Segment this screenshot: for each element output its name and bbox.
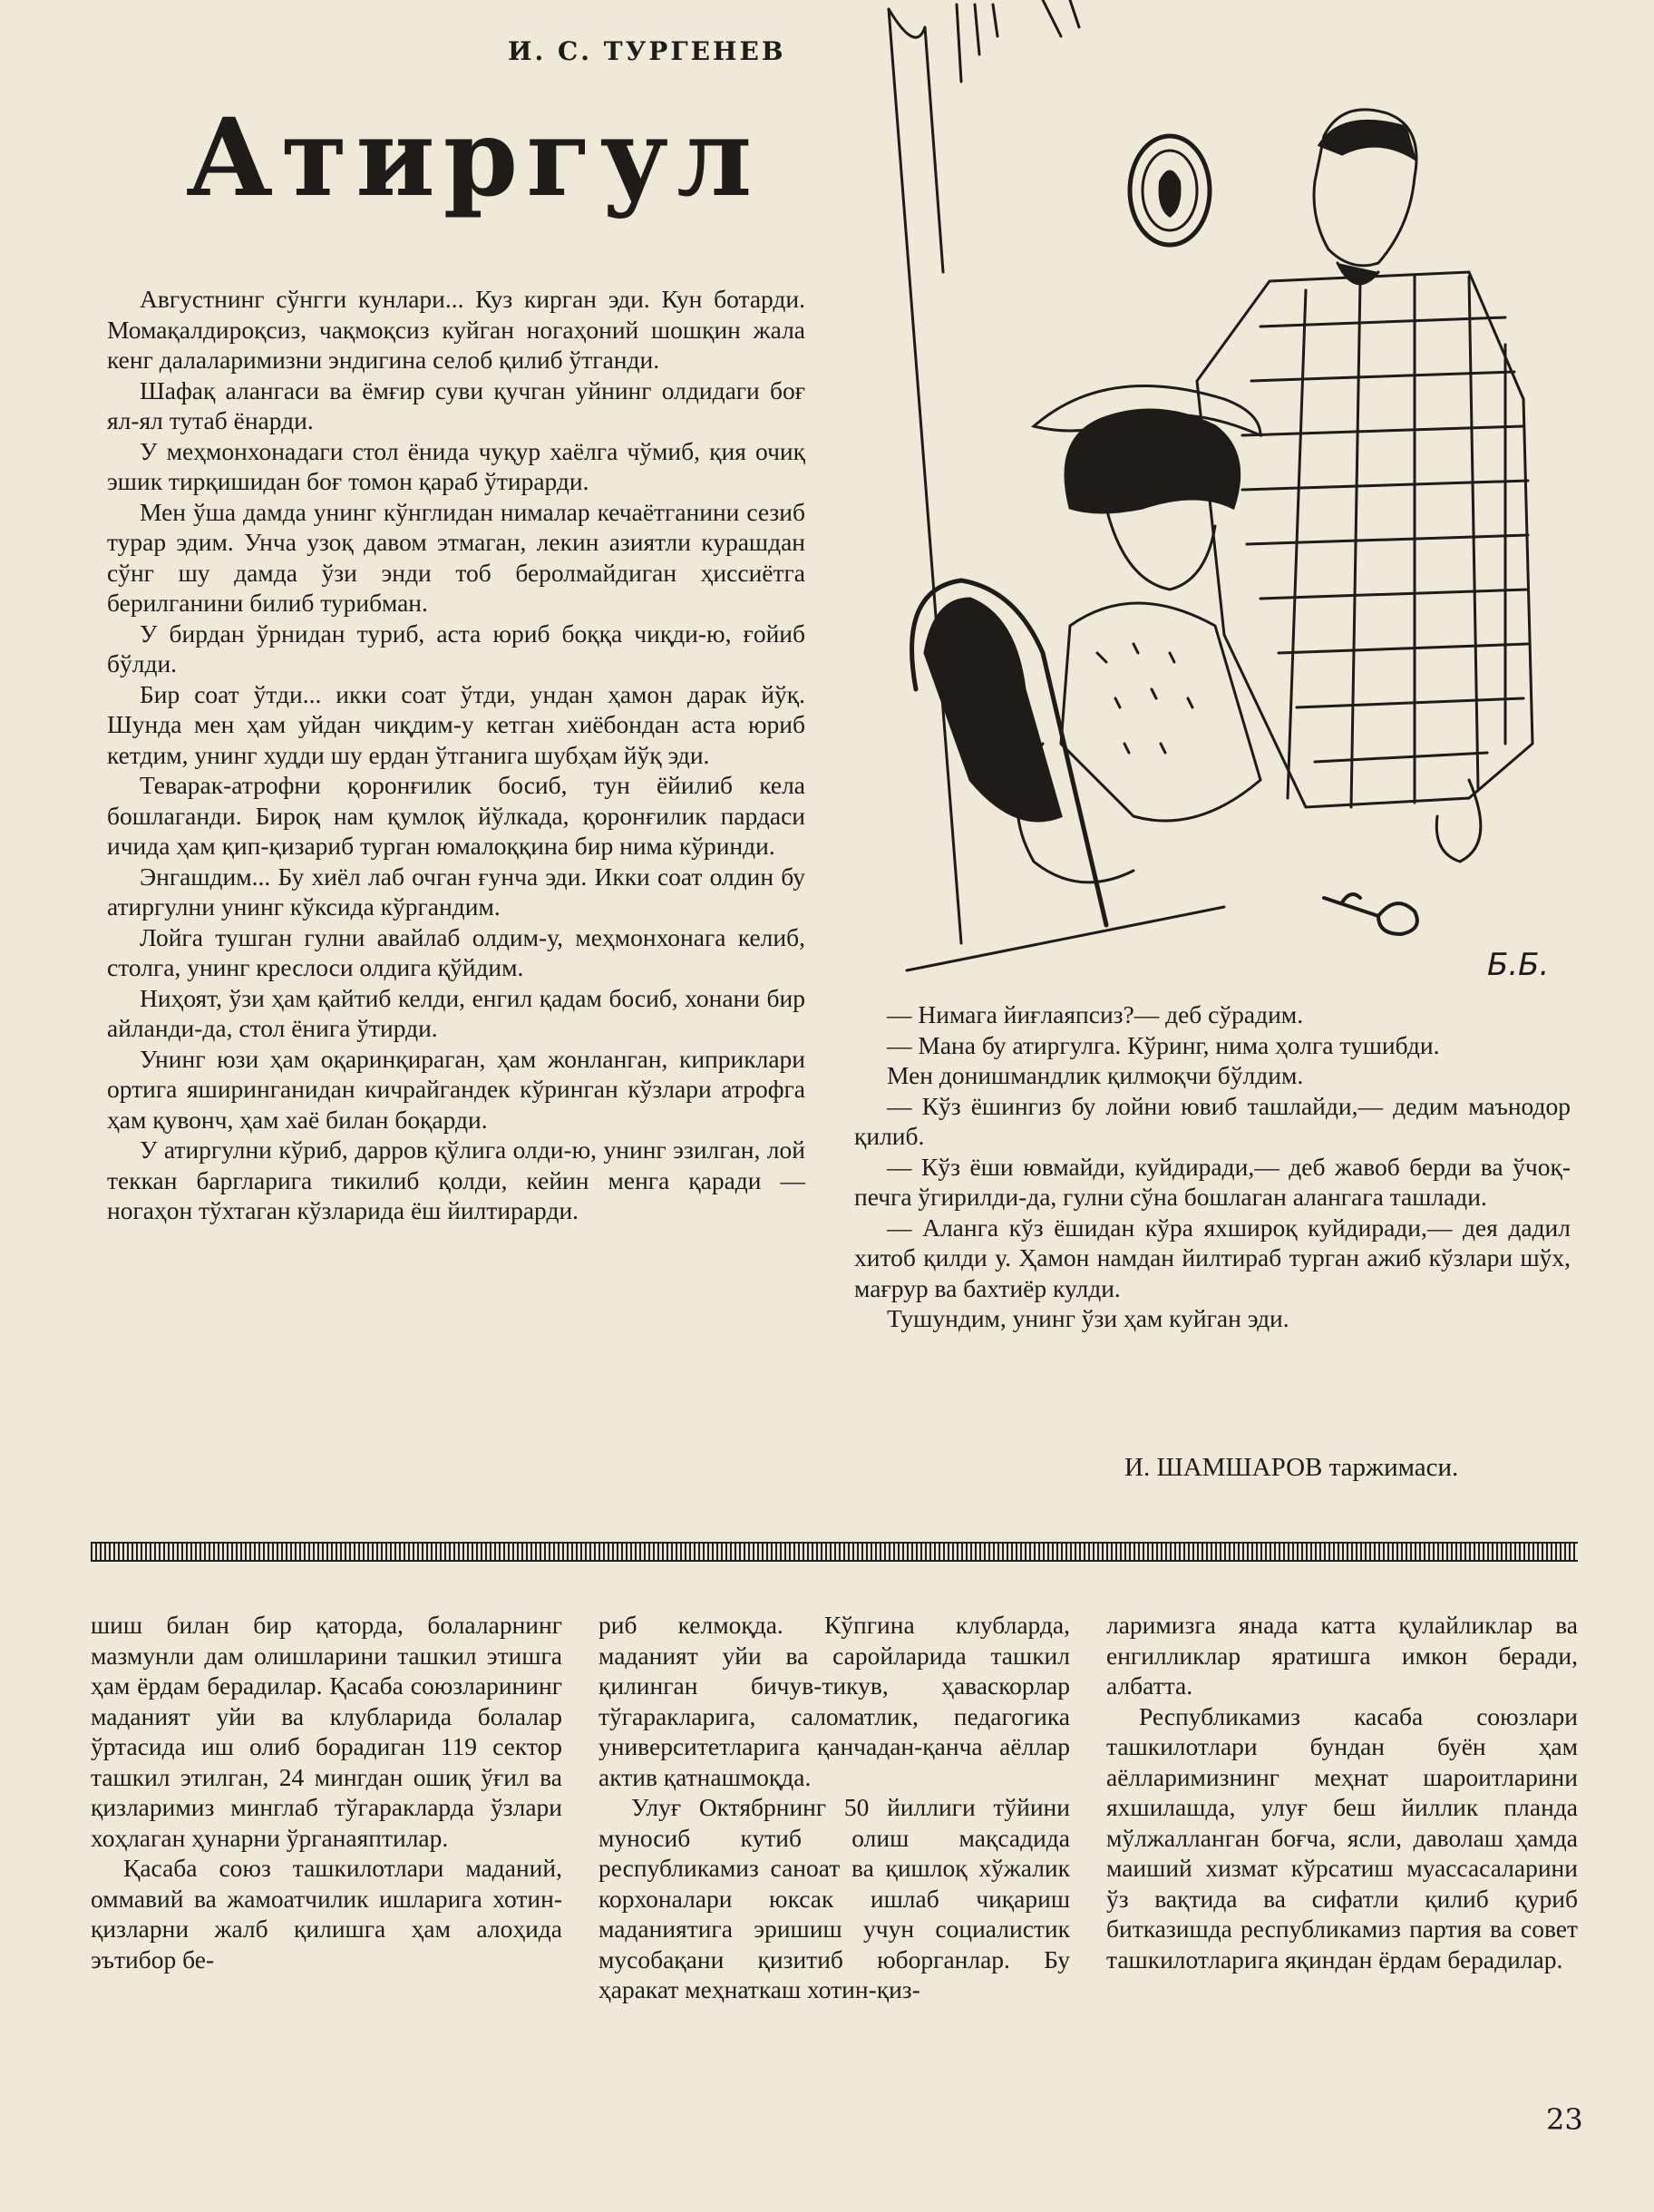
article-paragraph: Республикамиз касаба союзлари ташкилотлари бундан буён ҳам аёлларимизнинг меҳнат шароитларини яхшилашда, улуғ беш йиллик планда мўлжалланган боғча, ясли, даволаш ҳамда маиший хизмат кўрсатиш муассасаларини ўз вақтида ва сифатли қилиб қуриб битказишда республикамиз партия ва совет ташкилотларига яқиндан ёрдам берадилар. [1106, 1701, 1578, 1973]
story-paragraph: — Кўз ёши ювмайди, куйдиради,— деб жавоб берди ва ўчоқ-печга ўгирилди-да, гулни сўна бошлаган алангага ташлади. [854, 1152, 1571, 1211]
floor-line [907, 907, 1224, 970]
article-column-2 [598, 1610, 1070, 2005]
story-paragraph: Мен ўша дамда унинг кўнглидан нималар кечаётганини сезиб турар эдим. Унча узоқ давом этмаган, лекин азиятли курашдан сўнг шу дамда ўзи энди тоб беролмайдиган ҳиссиётга берилганини билиб турибман. [107, 497, 805, 617]
story-paragraph: Унинг юзи ҳам оқаринқираган, ҳам жонланган, киприклари ортига яширинганидан кичрайгандек кўринган кўзлари атрофга ҳам қувонч, ҳам хаё билан боқарди. [107, 1044, 805, 1134]
author-name: И. С. ТУРГЕНЕВ [508, 36, 786, 66]
story-paragraph: У бирдан ўрнидан туриб, аста юриб боққа чиқди-ю, ғойиб бўлди. [107, 619, 805, 677]
story-paragraph: — Кўз ёшингиз бу лойни ювиб ташлайди,— дедим маънодор қилиб. [854, 1091, 1571, 1150]
translator-credit: И. ШАМШАРОВ таржимаси. [1124, 1453, 1459, 1482]
story-paragraph: Мен донишмандлик қилмоқчи бўлдим. [887, 1061, 1304, 1089]
page-number: 23 [1546, 2102, 1583, 2137]
story-paragraph: Ниҳоят, ўзи ҳам қайтиб келди, енгил қадам босиб, хонани бир айланди-да, стол ёнига ўтирди. [107, 983, 805, 1042]
story-paragraph: Энгашдим... Бу хиёл лаб очган ғунча эди. Икки соат олдин бу атиргулни унинг кўксида кўргандим. [107, 862, 805, 921]
section-divider [91, 1542, 1578, 1562]
article-paragraph: шиш билан бир қаторда, болаларнинг мазмунли дам олишларини ташкил этишга ҳам ёрдам берадилар. Қасаба союзларининг маданият уйи ва клубларида болалар ўртасида иш олиб борадиган 119 сектор ташкил этилган, 24 мингдан ошиқ ўғил ва қизларимиз минглаб тўгаракларда ўзлари хоҳлаган ҳунарни ўрганаяптилар. [91, 1611, 562, 1852]
door-frame-right [1043, 0, 1079, 36]
story-paragraph: Августнинг сўнгги кунлари... Куз кирган эди. Кун ботарди. Момақалдироқсиз, чақмоқсиз куйган ногаҳоний шошқин жала кенг далаларимизни эндигина селоб қилиб ўтганди. [107, 285, 805, 374]
story-paragraph: Шафақ алангаси ва ёмғир суви қучган уйнинг олдидаги боғ ял-ял тутаб ёнарди. [107, 375, 805, 434]
story-illustration [834, 0, 1614, 989]
illustration-signature: Б.Б. [1487, 947, 1550, 983]
article-paragraph: Қасаба союз ташкилотлари маданий, оммавий ва жамоатчилик ишларига хотин-қизларни жалб қилишга ҳам алоҳида эътибор бе- [91, 1854, 562, 1973]
story-paragraph: — Нимага йиғлаяпсиз?— деб сўрадим. [887, 1000, 1304, 1028]
story-paragraph: Тушундим, унинг ўзи ҳам куйган эди. [887, 1304, 1289, 1332]
story-paragraph: — Мана бу атиргулга. Кўринг, нима ҳолга тушибди. [887, 1030, 1440, 1059]
story-paragraph: Бир соат ўтди... икки соат ўтди, ундан ҳамон дарак йўқ. Шунда мен ҳам уйдан чиқдим-у кетган хиёбондан аста юриб кетдим, унинг худди шу ердан ўтганига шубҳам йўқ эди. [107, 679, 805, 769]
story-paragraph: У меҳмонхонадаги стол ёнида чуқур хаёлга чўмиб, қия очиқ эшик тирқишидан боғ томон қараб ўтирарди. [107, 436, 805, 495]
story-column-right [854, 999, 1571, 1334]
story-paragraph: Теварак-атрофни қоронғилик босиб, тун ёйилиб кела бошлаганди. Бироқ нам қумлоқ йўлкада, қоронғилик пардаси ичида ҳам қип-қизариб турган юмалоққина бир нима кўринди. [107, 771, 805, 860]
article-paragraph: Улуғ Октябрнинг 50 йиллиги тўйини муносиб кутиб олиш мақсадида республикамиз саноат ва қишлоқ хўжалик корхоналари юксак ишлаб чиқариш маданиятига эришиш учун социалистик мусобақани қизитиб юборганлар. Бу ҳаракат меҳнаткаш хотин-қиз- [598, 1793, 1070, 2003]
rose-icon [1324, 894, 1417, 934]
woman-figure [1065, 410, 1240, 512]
story-paragraph: Лойга тушган гулни авайлаб олдим-у, меҳмонхонага келиб, столга, унинг креслоси олдига қўйдим. [107, 922, 805, 981]
article-paragraph: ларимизга янада катта қулайликлар ва енгилликлар яратишга имкон беради, албатта. [1106, 1611, 1578, 1700]
article-column-1 [91, 1610, 562, 1974]
story-column-left [107, 284, 805, 1226]
article-column-3 [1106, 1610, 1578, 1974]
story-paragraph: — Аланга кўз ёшидан кўра яхшироқ куйдиради,— дея дадил хитоб қилди у. Ҳамон намдан йилтираб турган ажиб кўзлари шўх, мағрур ва бахтиёр кулди. [854, 1213, 1571, 1302]
story-paragraph: У атиргулни кўриб, дарров қўлига олди-ю, унинг эзилган, лой теккан баргларига тикилиб қолди, кейин менга қаради — ногаҳон тўхтаган кўзларида ёш йилтирарди. [107, 1135, 805, 1224]
story-title: Атиргул [186, 94, 761, 220]
door-frame [889, 5, 997, 943]
article-paragraph: риб келмоқда. Кўпгина клубларда, маданият уйи ва саройларида ташкил қилинган бичув-тикув, ҳаваскорлар тўгаракларига, саломатлик, педагогика университетларига қанчадан-қанча аёллар актив қатнашмоқда. [598, 1611, 1070, 1791]
